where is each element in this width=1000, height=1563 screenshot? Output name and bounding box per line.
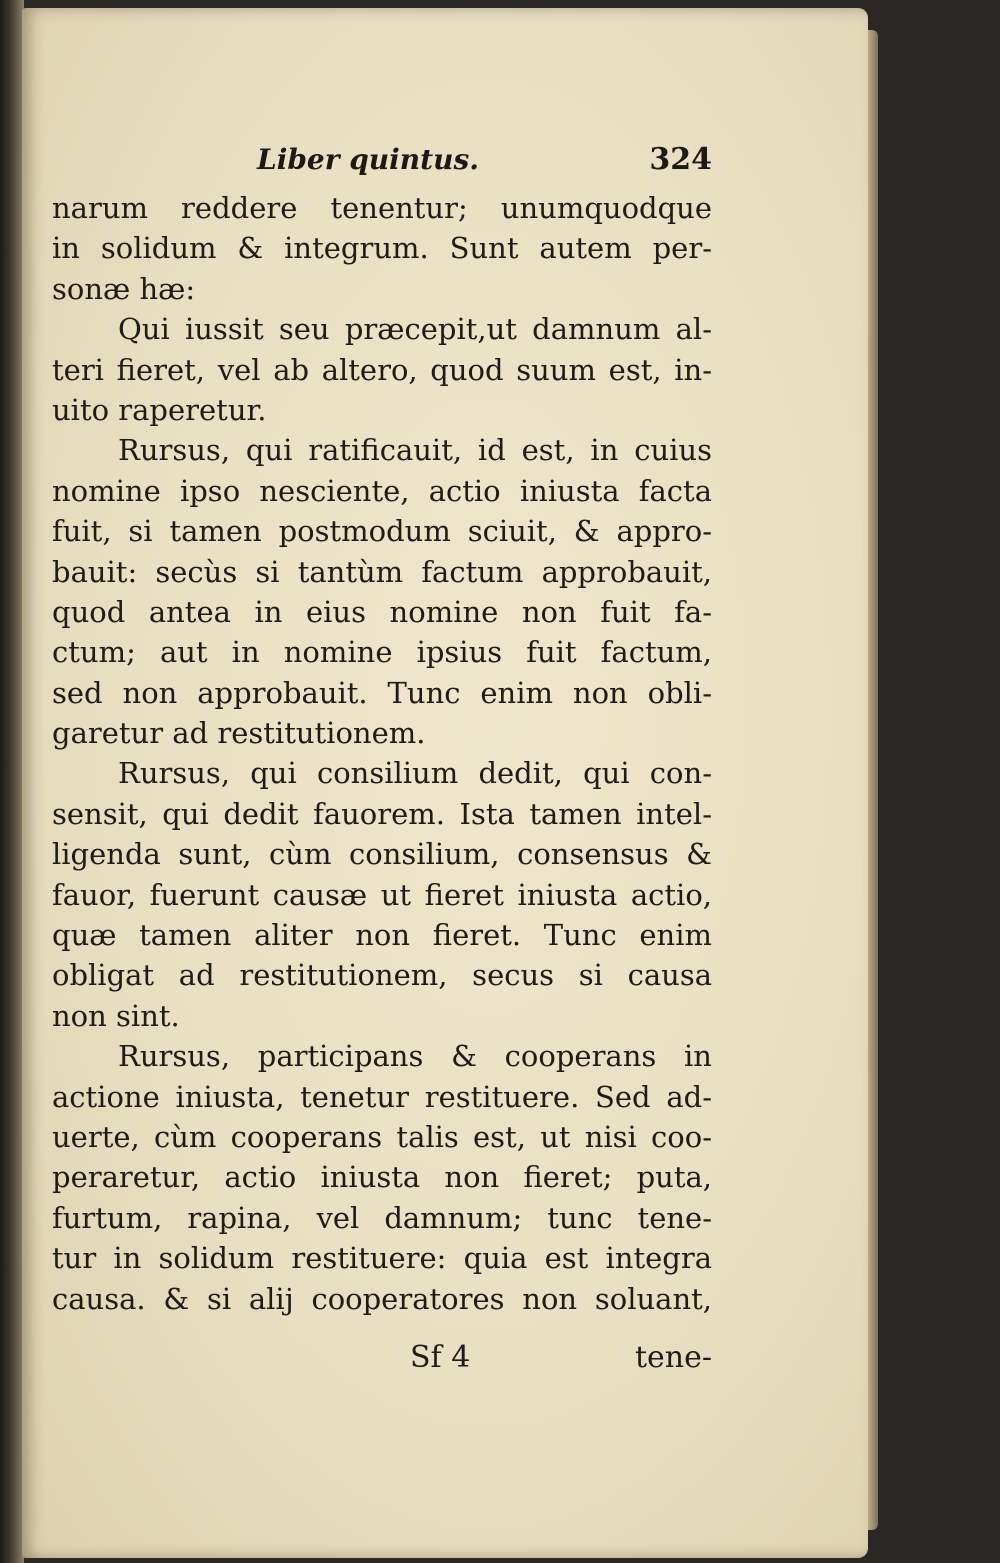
text-line: ctum; aut in nomine ipsius fuit factum, <box>52 635 712 670</box>
text-line: furtum, rapina, vel damnum; tunc tene- <box>52 1200 712 1235</box>
text-line: in solidum & integrum. Sunt autem per- <box>52 231 712 266</box>
text-line: fauor, fuerunt causæ ut fieret iniusta actio, <box>52 877 712 912</box>
text-line: non sint. <box>52 998 180 1033</box>
text-line: quod antea in eius nomine non fuit fa- <box>52 594 712 629</box>
text-line: tur in solidum restituere: quia est integra <box>52 1241 712 1276</box>
text-line: Rursus, qui consilium dedit, qui con- <box>118 756 712 791</box>
text-line: bauit: secùs si tantùm factum approbauit, <box>52 554 712 589</box>
text-line: ligenda sunt, cùm consilium, consensus & <box>52 837 712 872</box>
text-line: Rursus, qui ratificauit, id est, in cuius <box>118 433 712 468</box>
text-line: actione iniusta, tenetur restituere. Sed ad- <box>52 1079 712 1114</box>
text-line: uito raperetur. <box>52 392 267 427</box>
text-line: quæ tamen aliter non fieret. Tunc enim <box>52 918 712 953</box>
page-footer <box>52 1336 712 1380</box>
text-line: garetur ad restitutionem. <box>52 716 426 751</box>
page-number: 324 <box>649 142 712 177</box>
text-line: sonæ hæ: <box>52 271 196 306</box>
page-fore-edge <box>868 30 878 1530</box>
text-line: causa. & si alij cooperatores non soluant, <box>52 1281 712 1316</box>
text-line: obligat ad restitutionem, secus si causa <box>52 958 712 993</box>
text-line: Qui iussit seu præcepit,ut damnum al- <box>118 312 712 347</box>
signature-mark: Sf 4 <box>410 1340 471 1375</box>
text-line: Rursus, participans & cooperans in <box>118 1039 712 1074</box>
text-line: uerte, cùm cooperans talis est, ut nisi coo- <box>52 1119 712 1154</box>
text-line: teri fieret, vel ab altero, quod suum est, in- <box>52 352 712 387</box>
text-line: peraretur, actio iniusta non fieret; puta, <box>52 1160 712 1195</box>
text-line: narum reddere tenentur; unumquodque <box>52 191 712 225</box>
catchword: tene- <box>634 1340 712 1375</box>
body-text <box>52 188 712 1319</box>
text-line: nomine ipso nesciente, actio iniusta facta <box>52 473 712 508</box>
text-line: sed non approbauit. Tunc enim non obli- <box>52 675 712 710</box>
text-line: fuit, si tamen postmodum sciuit, & appro- <box>52 514 712 549</box>
book-binding <box>0 0 24 1563</box>
text-line: sensit, qui dedit fauorem. Ista tamen intel- <box>52 796 712 831</box>
running-head <box>52 138 712 182</box>
running-head-title: Liber quintus. <box>257 143 479 176</box>
